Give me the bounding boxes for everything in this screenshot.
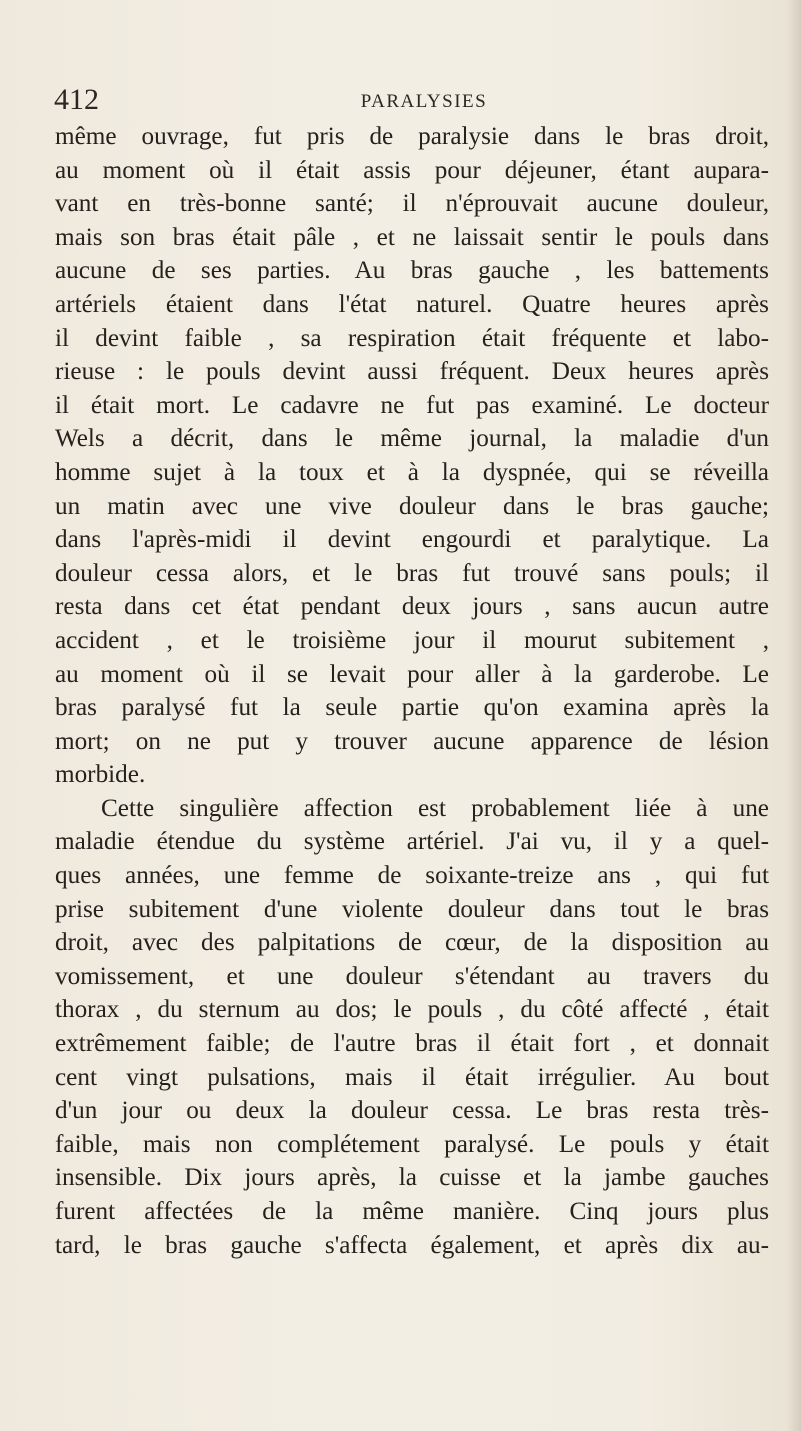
text-line: au moment où il se levait pour aller à la garderobe. Le bbox=[55, 660, 769, 688]
text-line: d'un jour ou deux la douleur cessa. Le bras resta très- bbox=[55, 1097, 769, 1125]
text-line: homme sujet à la toux et à la dyspnée, qui se réveilla bbox=[55, 458, 769, 486]
text-line: aucune de ses parties. Au bras gauche , les battements bbox=[55, 257, 769, 285]
text-line: mais son bras était pâle , et ne laissait sentir le pouls dans bbox=[55, 223, 769, 251]
text-line: furent affectées de la même manière. Cinq jours plus bbox=[55, 1198, 769, 1225]
text-line: dans l'après-midi il devint engourdi et paralytique. La bbox=[55, 526, 769, 554]
paragraph-2 bbox=[55, 792, 769, 1262]
text-line: accident , et le troisième jour il mourut subitement , bbox=[55, 626, 769, 654]
text-line: resta dans cet état pendant deux jours , sans aucun autre bbox=[55, 593, 769, 621]
text-line: insensible. Dix jours après, la cuisse et la jambe gauches bbox=[55, 1164, 769, 1192]
text-line: il était mort. Le cadavre ne fut pas examiné. Le docteur bbox=[55, 391, 769, 419]
page-edge-shadow bbox=[787, 0, 801, 1431]
text-line: tard, le bras gauche s'affecta également, et après dix au- bbox=[55, 1231, 769, 1259]
text-line: thorax , du sternum au dos; le pouls , du côté affecté , était bbox=[55, 996, 769, 1024]
text-line: maladie étendue du système artériel. J'ai vu, il y a quel- bbox=[55, 828, 769, 856]
text-line: rieuse : le pouls devint aussi fréquent. Deux heures après bbox=[55, 358, 769, 386]
text-line: cent vingt pulsations, mais il était irrégulier. Au bout bbox=[55, 1063, 769, 1091]
text-line: Cette singulière affection est probablement liée à une bbox=[101, 794, 769, 822]
text-line: prise subitement d'une violente douleur dans tout le bras bbox=[55, 895, 769, 923]
text-line: vomissement, et une douleur s'étendant au travers du bbox=[55, 962, 769, 990]
text-line: vant en très-bonne santé; il n'éprouvait aucune douleur, bbox=[55, 190, 769, 218]
text-line: extrêmement faible; de l'autre bras il était fort , et donnait bbox=[55, 1030, 769, 1058]
text-line: faible, mais non complétement paralysé. Le pouls y était bbox=[55, 1130, 769, 1158]
body-text bbox=[55, 120, 769, 1262]
page-number: 412 bbox=[54, 83, 99, 116]
text-line: ques années, une femme de soixante-treize ans , qui fut bbox=[55, 862, 769, 890]
text-line: mort; on ne put y trouver aucune apparence de lésion bbox=[55, 727, 769, 755]
text-line: morbide. bbox=[55, 761, 146, 789]
text-line: il devint faible , sa respiration était fréquente et labo- bbox=[55, 324, 769, 352]
text-line: un matin avec une vive douleur dans le bras gauche; bbox=[55, 492, 769, 520]
text-line: Wels a décrit, dans le même journal, la maladie d'un bbox=[55, 425, 769, 453]
text-line: droit, avec des palpitations de cœur, de la disposition au bbox=[55, 929, 769, 957]
page-header bbox=[54, 80, 774, 120]
text-line: même ouvrage, fut pris de paralysie dans le bras droit, bbox=[55, 123, 769, 150]
paragraph-1 bbox=[55, 120, 769, 792]
text-line: artériels étaient dans l'état naturel. Quatre heures après bbox=[55, 290, 769, 318]
text-line: au moment où il était assis pour déjeuner, étant aupara- bbox=[55, 156, 769, 184]
running-head: PARALYSIES bbox=[360, 91, 488, 112]
text-line: douleur cessa alors, et le bras fut trouvé sans pouls; il bbox=[55, 559, 769, 587]
text-line: bras paralysé fut la seule partie qu'on examina après la bbox=[55, 694, 769, 722]
